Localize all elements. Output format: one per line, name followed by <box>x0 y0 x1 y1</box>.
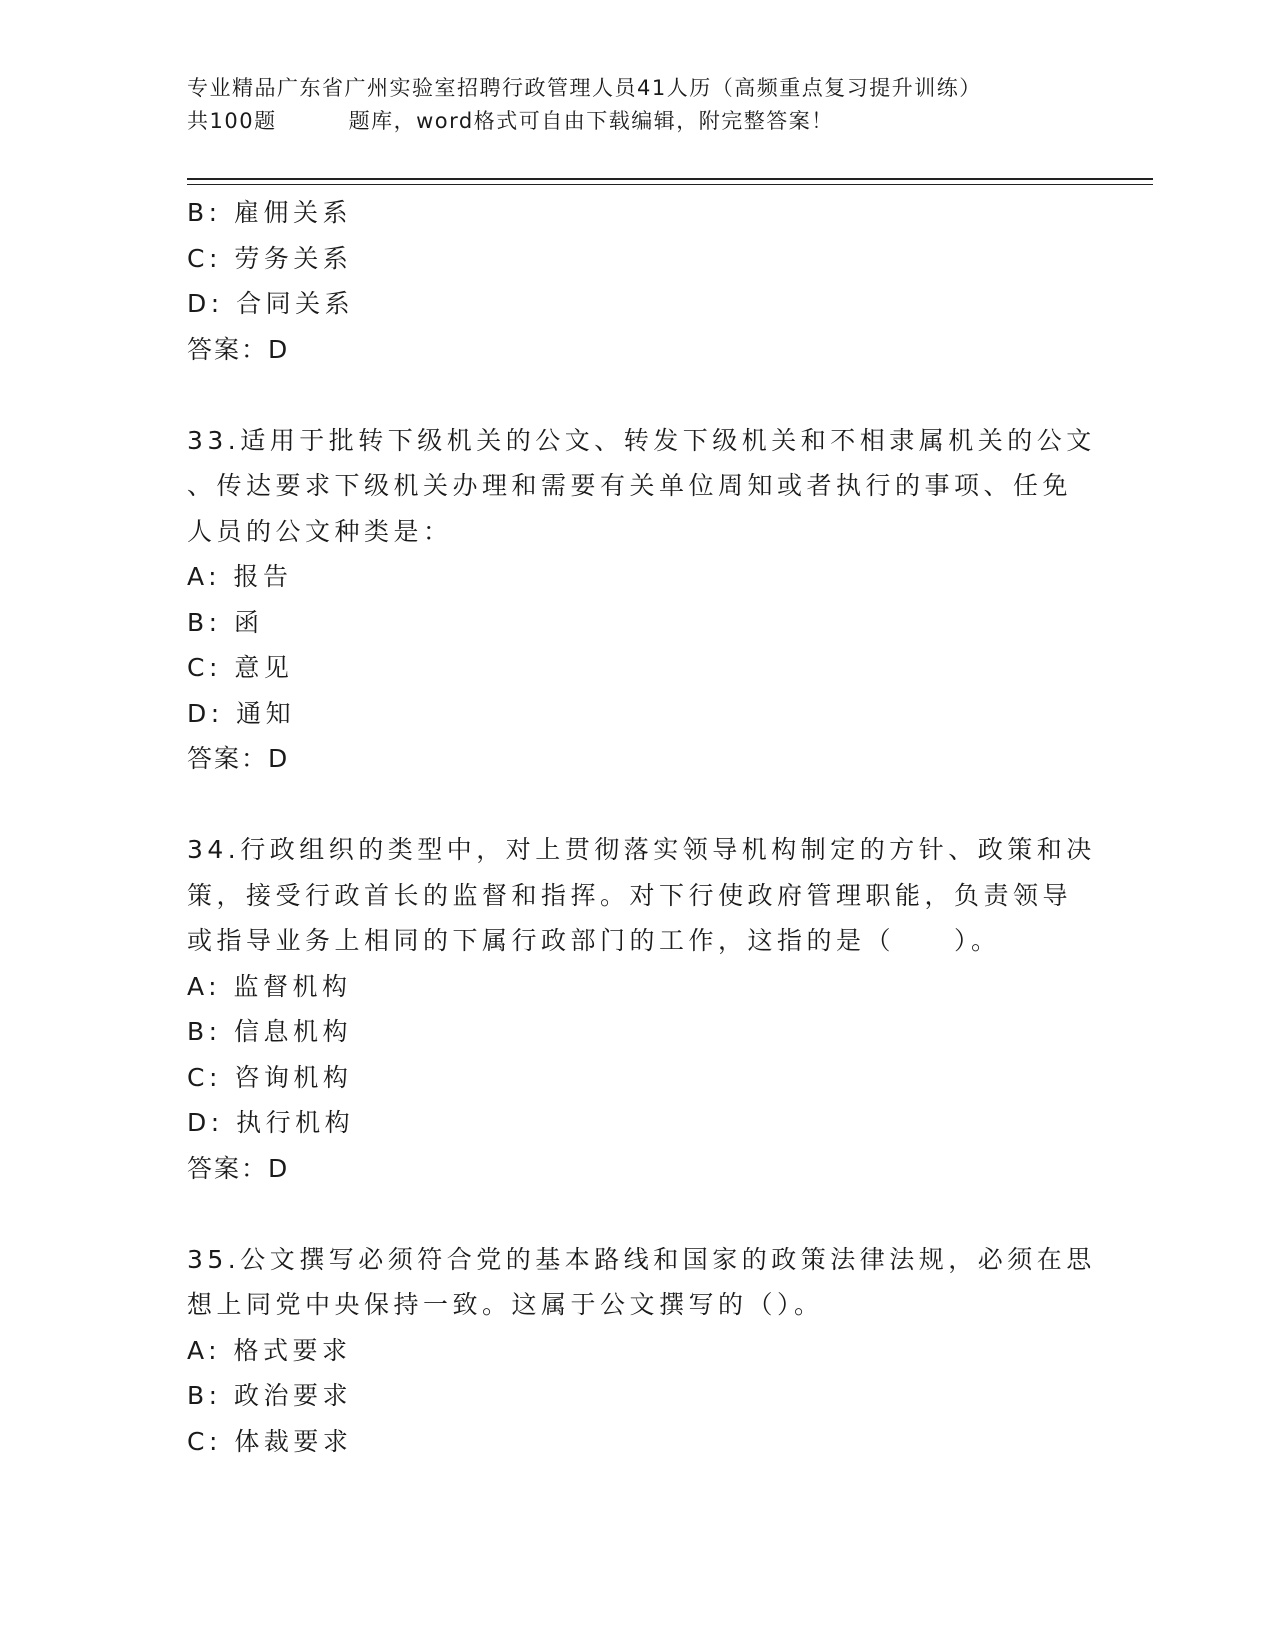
option-a: A: 监督机构 <box>187 971 352 1001</box>
question-block-34 <box>187 827 1096 1191</box>
question-list <box>187 190 1096 1464</box>
question-stem-line: 34.行政组织的类型中，对上贯彻落实领导机构制定的方针、政策和决 <box>187 835 1096 864</box>
header-divider-thin <box>187 184 1153 185</box>
document-header <box>187 72 1087 138</box>
header-subtitle-line <box>187 105 1087 138</box>
option-c: C: 体裁要求 <box>187 1426 353 1456</box>
header-format-note: 题库，word格式可自由下载编辑，附完整答案！ <box>348 109 834 133</box>
option-d: D: 合同关系 <box>187 289 355 318</box>
header-question-count: 共100题 <box>187 109 277 133</box>
question-stem-line: 想上同党中央保持一致。这属于公文撰写的（）。 <box>187 1290 824 1319</box>
question-stem-line: 策，接受行政首长的监督和指挥。对下行使政府管理职能，负责领导 <box>187 880 1073 910</box>
answer-line: 答案：D <box>187 744 290 773</box>
question-block-32 <box>187 190 1087 372</box>
question-block-33 <box>187 418 1096 782</box>
question-stem-line: 33.适用于批转下级机关的公文、转发下级机关和不相隶属机关的公文 <box>187 425 1096 455</box>
question-stem-line: 人员的公文种类是： <box>187 516 453 546</box>
question-stem-line: 35.公文撰写必须符合党的基本路线和国家的政策法律法规，必须在思 <box>187 1244 1096 1274</box>
option-b: B: 函 <box>187 607 264 637</box>
question-stem-line: 或指导业务上相同的下属行政部门的工作，这指的是（ ）。 <box>187 926 1001 955</box>
option-c: C: 咨询机构 <box>187 1062 353 1092</box>
option-c: C: 意见 <box>187 653 294 682</box>
answer-line: 答案：D <box>187 334 290 364</box>
option-b: B: 政治要求 <box>187 1381 353 1410</box>
option-c: C: 劳务关系 <box>187 243 353 273</box>
option-b: B: 雇佣关系 <box>187 198 353 227</box>
question-block-35 <box>187 1237 1096 1465</box>
answer-line: 答案：D <box>187 1153 290 1183</box>
header-title-line: 专业精品广东省广州实验室招聘行政管理人员41人历（高频重点复习提升训练） <box>187 76 982 100</box>
option-d: D: 执行机构 <box>187 1108 355 1137</box>
header-divider <box>187 178 1153 180</box>
question-stem-line: 、传达要求下级机关办理和需要有关单位周知或者执行的事项、任免 <box>187 471 1073 500</box>
option-d: D: 通知 <box>187 698 296 728</box>
option-a: A: 格式要求 <box>187 1335 352 1365</box>
option-b: B: 信息机构 <box>187 1017 353 1046</box>
option-a: A: 报告 <box>187 562 293 591</box>
